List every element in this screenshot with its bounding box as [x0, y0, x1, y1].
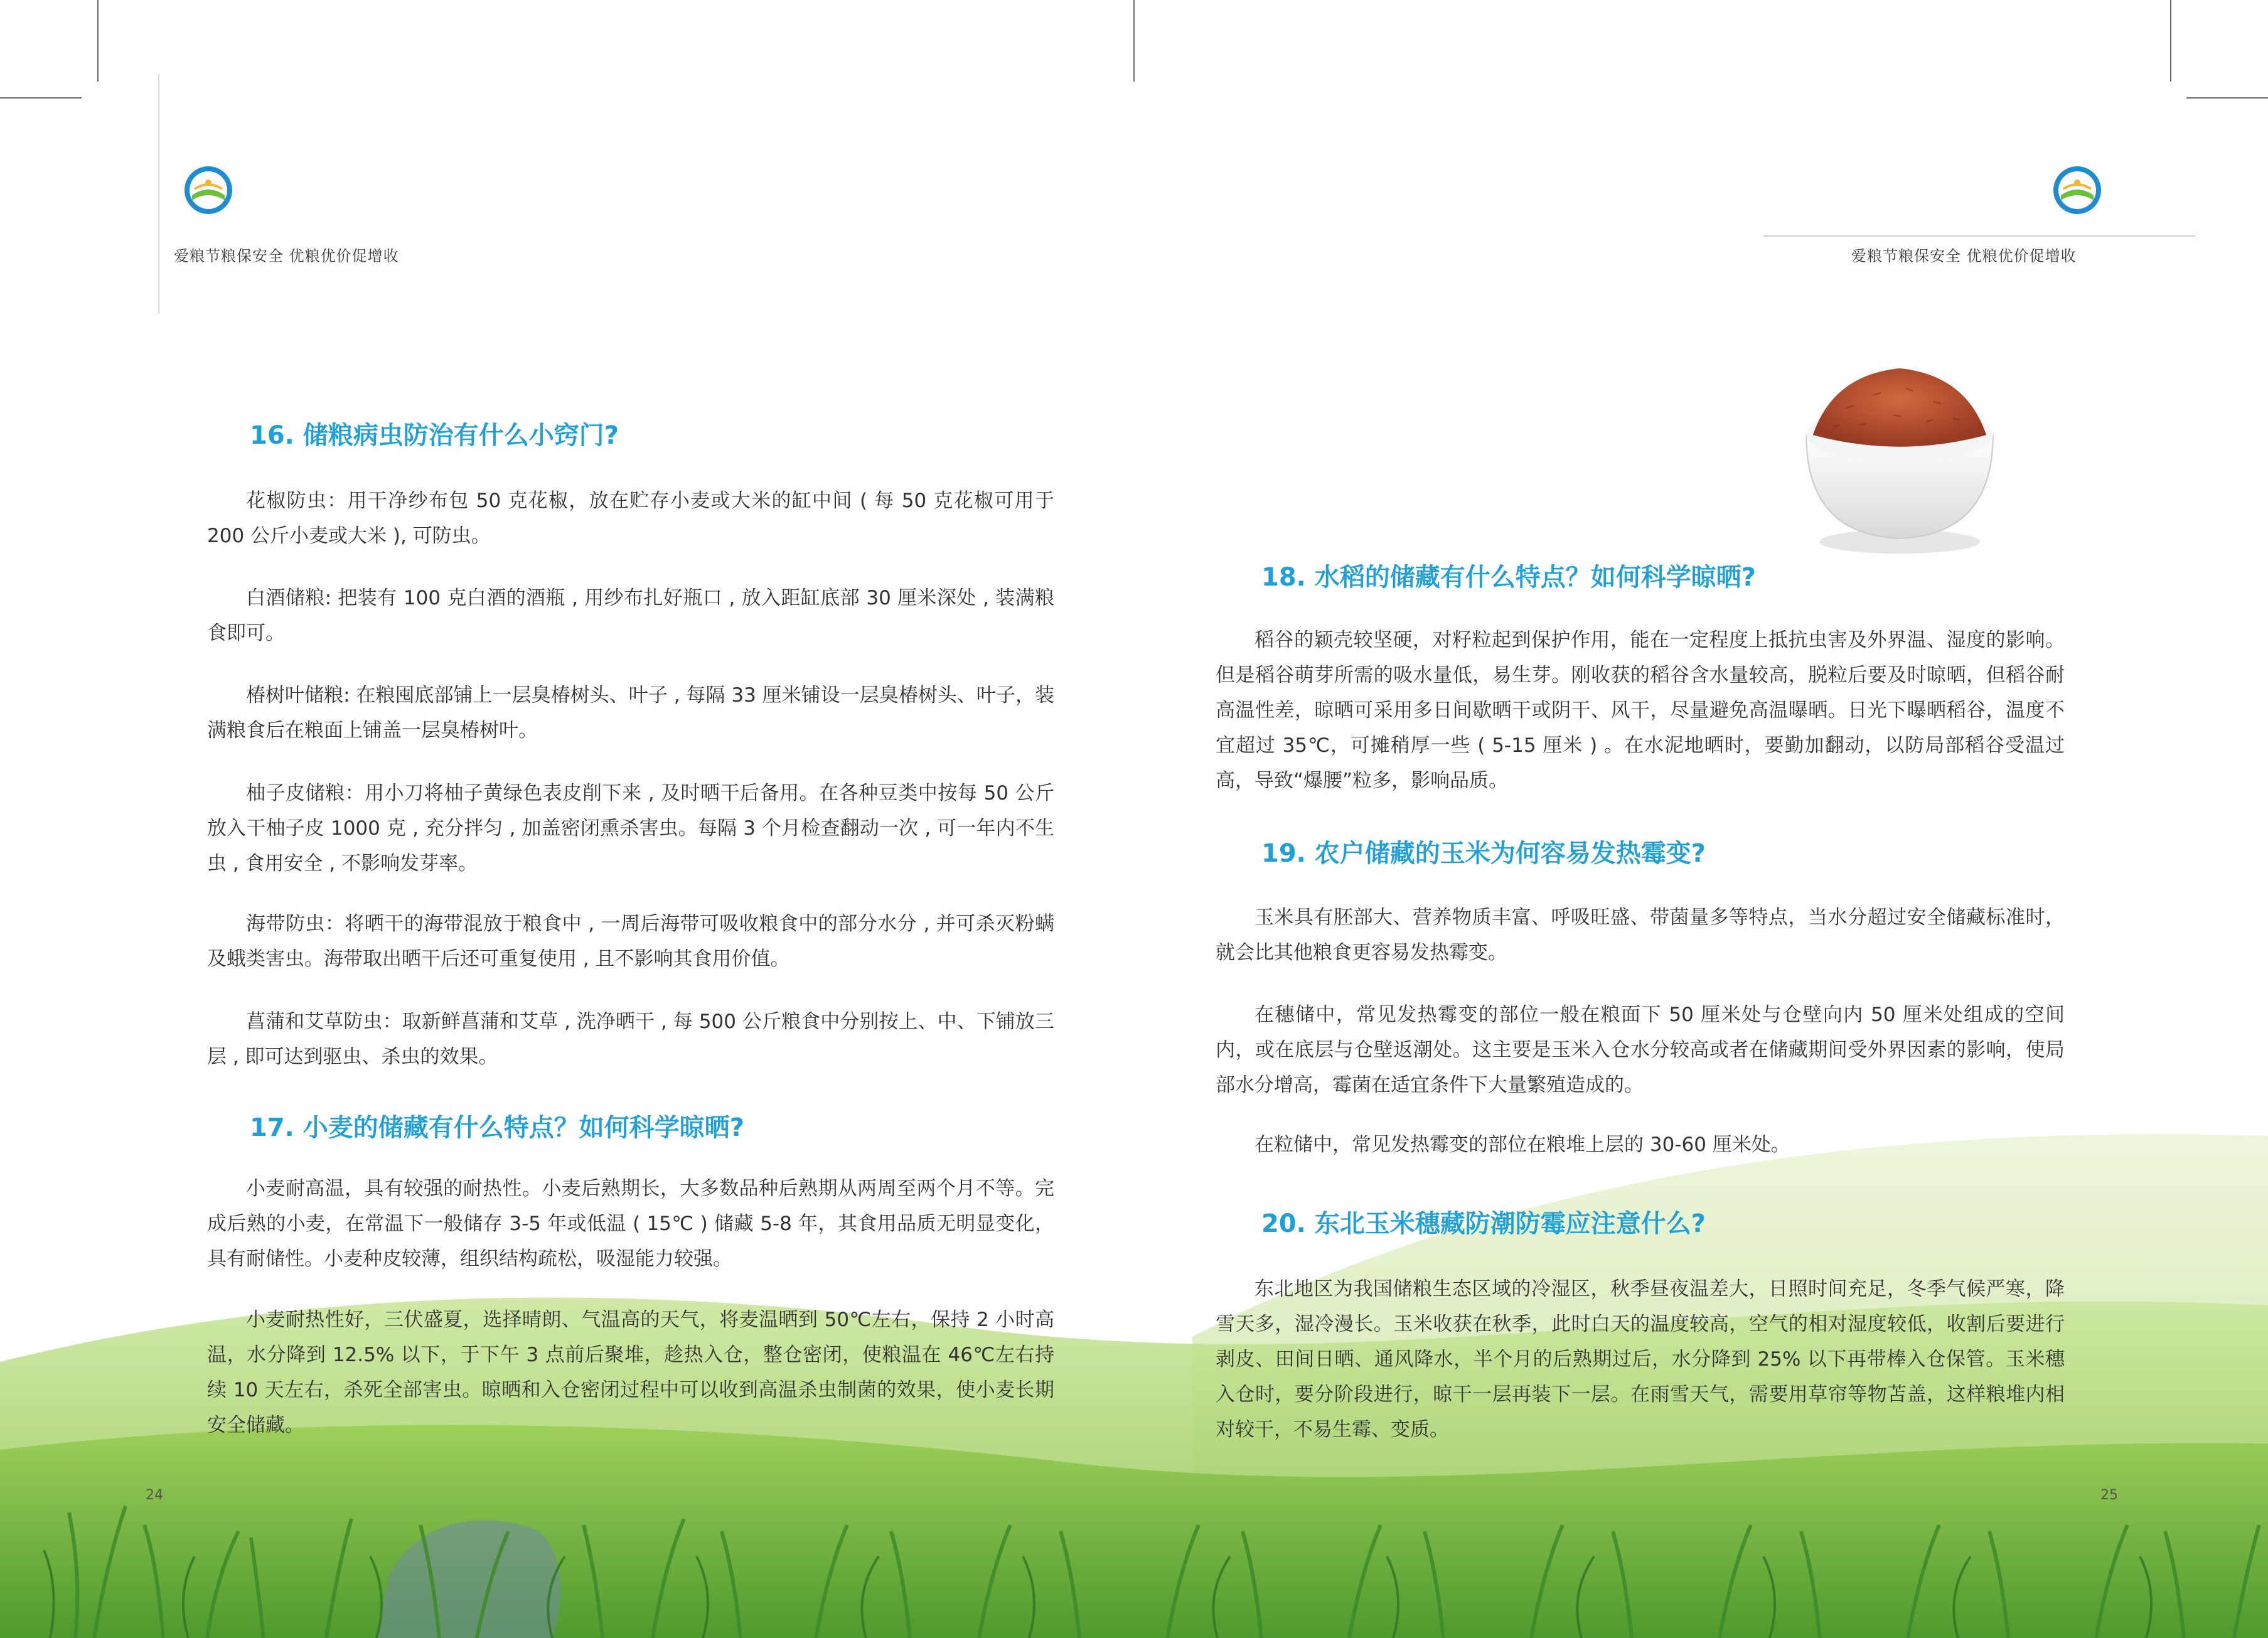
page-margin-line: [158, 74, 159, 314]
logo-emblem: [183, 165, 233, 215]
body-paragraph: 玉米具有胚部大、营养物质丰富、呼吸旺盛、带菌量多等特点，当水分超过安全储藏标准时，就会比其他粮食更容易发热霉变。: [1216, 906, 2065, 964]
body-paragraph: 小麦耐热性好，三伏盛夏，选择晴朗、气温高的天气，将麦温晒到 50℃左右，保持 2 小时高温，水分降到 12.5% 以下，于下午 3 点前后聚堆，趁热入仓，整仓密闭，使粮温在 46℃左右持续 10 天左右，杀死全部害虫。晾晒和入仓密闭过程中可以收到高温杀虫制菌的效果，使小麦长期安全储藏。: [207, 1309, 1054, 1437]
section-heading: 19. 农户储藏的玉米为何容易发热霉变?: [1261, 839, 1706, 868]
body-paragraph: 白酒储粮: 把装有 100 克白酒的酒瓶 , 用纱布扎好瓶口 , 放入距缸底部 30 厘米深处 , 装满粮食即可。: [207, 587, 1054, 645]
body-paragraph: 柚子皮储粮：用小刀将柚子黄绿色表皮削下来 , 及时晒干后备用。在各种豆类中按每 50 公斤放入干柚子皮 1000 克 , 充分拌匀 , 加盖密闭熏杀害虫。每隔 3 个月检查翻动一次 , 可一年内不生虫 , 食用安全 , 不影响发芽率。: [207, 782, 1054, 875]
section-heading: 16. 储粮病虫防治有什么小窍门?: [250, 421, 619, 450]
red-rice-bowl-photo: [1793, 348, 2006, 562]
logo-emblem: [2052, 165, 2102, 215]
right-page: [1134, 0, 2268, 1638]
section-heading: 17. 小麦的储藏有什么特点？如何科学晾晒?: [250, 1113, 744, 1142]
section-heading: 18. 水稻的储藏有什么特点？如何科学晾晒?: [1261, 563, 1756, 592]
body-paragraph: 小麦耐高温，具有较强的耐热性。小麦后熟期长，大多数品种后熟期从两周至两个月不等。完成后熟的小麦，在常温下一般储存 3-5 年或低温 ( 15℃ ) 储藏 5-8 年，其食用品质无明显变化，具有耐储性。小麦种皮较薄，组织结构疏松，吸湿能力较强。: [207, 1177, 1054, 1270]
page-number: 24: [146, 1487, 163, 1503]
body-paragraph: 在穗储中，常见发热霉变的部位一般在粮面下 50 厘米处与仓壁向内 50 厘米处组成的空间内，或在底层与仓壁返潮处。这主要是玉米入仓水分较高或者在储藏期间受外界因素的影响，使局部水分增高，霉菌在适宜条件下大量繁殖造成的。: [1216, 1004, 2065, 1096]
body-paragraph: 在粒储中，常见发热霉变的部位在粮堆上层的 30-60 厘米处。: [1254, 1133, 1790, 1156]
body-paragraph: 椿树叶储粮: 在粮囤底部铺上一层臭椿树头、叶子 , 每隔 33 厘米铺设一层臭椿树头、叶子，装满粮食后在粮面上铺盖一层臭椿树叶。: [207, 684, 1054, 742]
body-paragraph: 东北地区为我国储粮生态区域的冷湿区，秋季昼夜温差大，日照时间充足，冬季气候严寒，降雪天多，湿冷漫长。玉米收获在秋季，此时白天的温度较高，空气的相对湿度较低，收割后要进行剥皮、田间日晒、通风降水，半个月的后熟期过后，水分降到 25% 以下再带棒入仓保管。玉米穗入仓时，要分阶段进行，晾干一层再装下一层。在雨雪天气，需要用草帘等物苫盖，这样粮堆内相对较干，不易生霉、变质。: [1216, 1278, 2065, 1441]
section-heading: 20. 东北玉米穗藏防潮防霉应注意什么?: [1261, 1209, 1706, 1238]
body-paragraph: 花椒防虫：用干净纱布包 50 克花椒，放在贮存小麦或大米的缸中间 ( 每 50 克花椒可用于 200 公斤小麦或大米 ), 可防虫。: [207, 490, 1054, 547]
header-slogan: 爱粮节粮保安全 优粮优价促增收: [174, 247, 399, 265]
body-paragraph: 菖蒲和艾草防虫：取新鲜菖蒲和艾草 , 洗净晒干 , 每 500 公斤粮食中分别按上、中、下铺放三层 , 即可达到驱虫、杀虫的效果。: [207, 1010, 1054, 1068]
body-paragraph: 稻谷的颖壳较坚硬，对籽粒起到保护作用，能在一定程度上抵抗虫害及外界温、湿度的影响。但是稻谷萌芽所需的吸水量低，易生芽。刚收获的稻谷含水量较高，脱粒后要及时晾晒，但稻谷耐高温性差，晾晒可采用多日间歇晒干或阴干、风干，尽量避免高温曝晒。日光下曝晒稻谷，温度不宜超过 35℃，可摊稍厚一些 ( 5-15 厘米 ) 。在水泥地晒时，要勤加翻动，以防局部稻谷受温过高，导致“爆腰”粒多，影响品质。: [1216, 629, 2065, 792]
header-slogan: 爱粮节粮保安全 优粮优价促增收: [1851, 247, 2077, 265]
page-number: 25: [2100, 1487, 2118, 1503]
header-rule: [1763, 235, 2195, 237]
body-paragraph: 海带防虫：将晒干的海带混放于粮食中 , 一周后海带可吸收粮食中的部分水分 , 并可杀灭粉螨及蛾类害虫。海带取出晒干后还可重复使用 , 且不影响其食用价值。: [207, 913, 1054, 970]
